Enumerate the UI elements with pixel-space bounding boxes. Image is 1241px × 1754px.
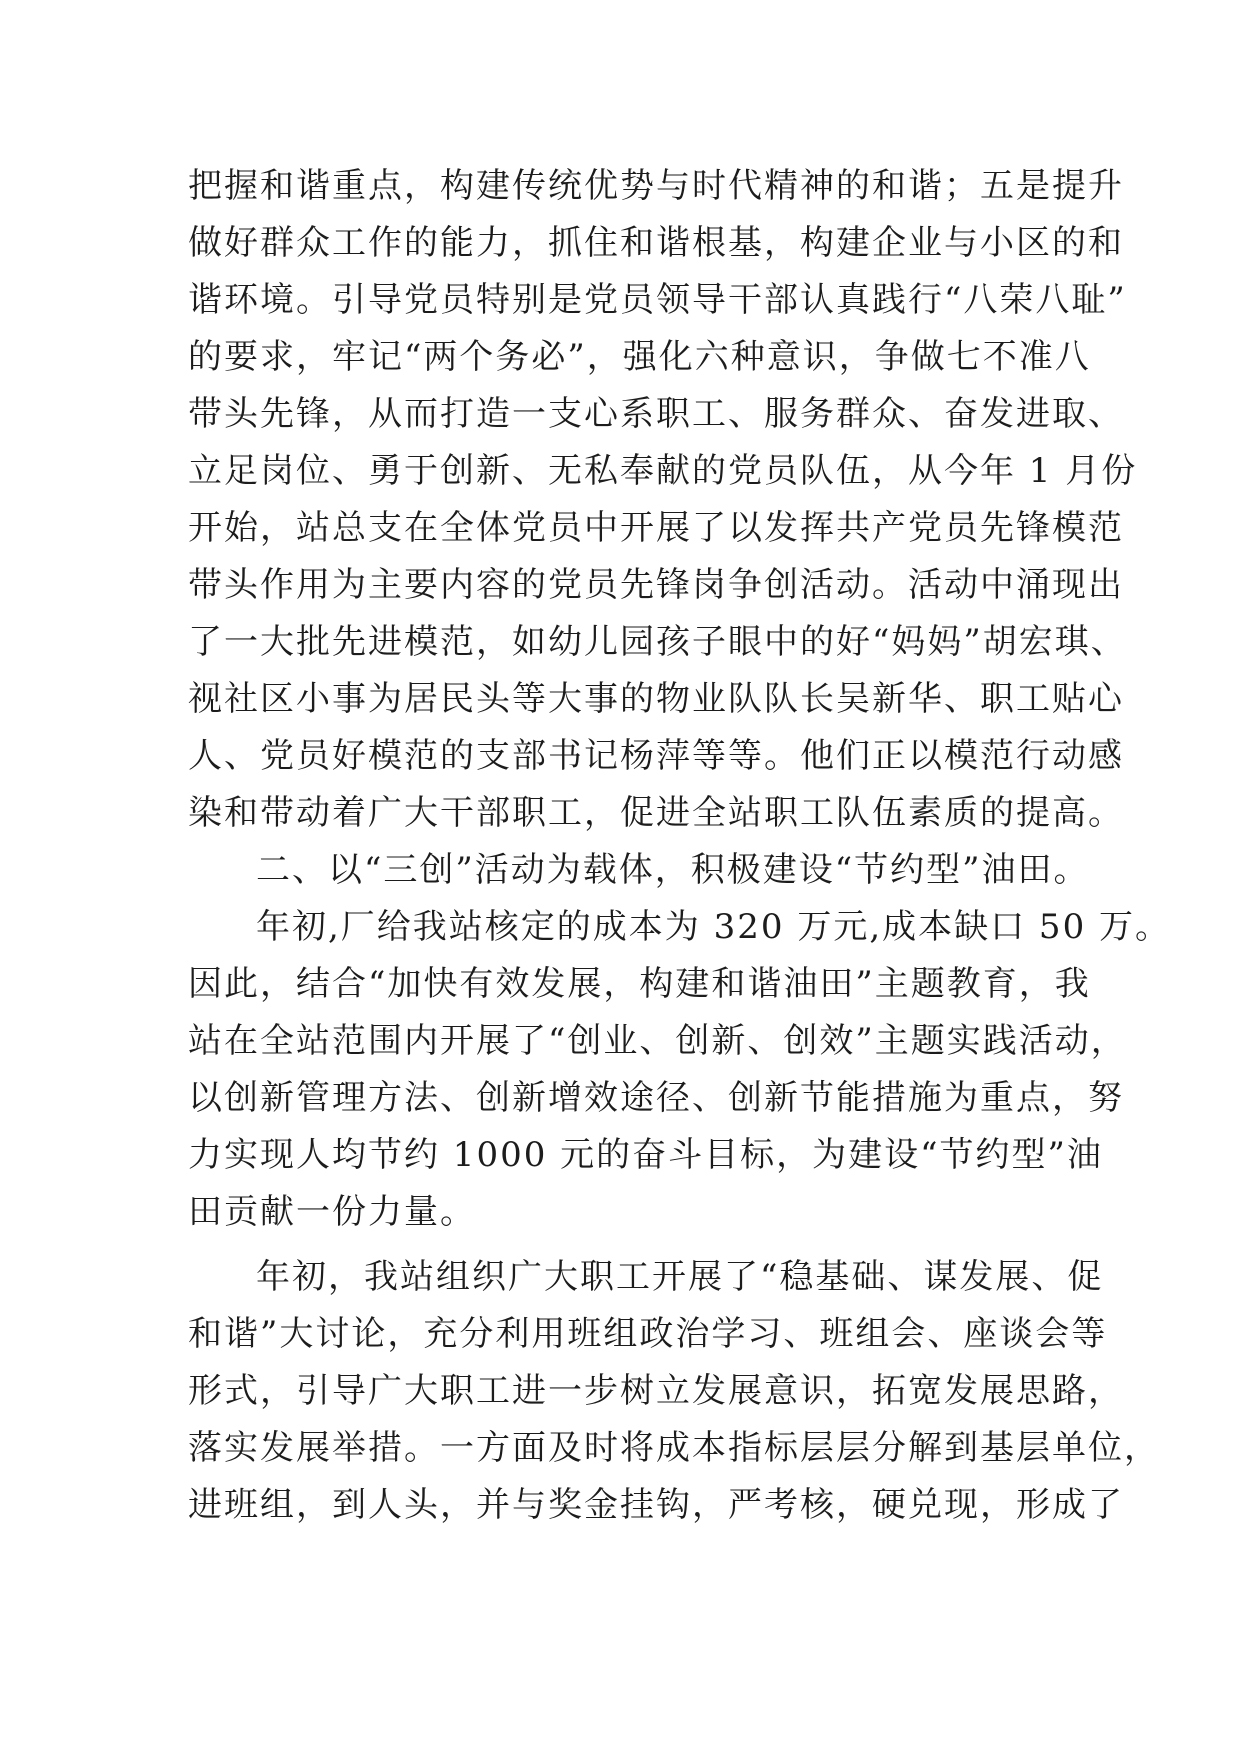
body-text xyxy=(188,158,1172,1534)
text-line: 带头先锋，从而打造一支心系职工、服务群众、奋发进取、 xyxy=(188,394,1124,434)
text-line: 的要求，牢记“两个务必”，强化六种意识，争做七不准八 xyxy=(188,337,1091,377)
text-line: 染和带动着广大干部职工，促进全站职工队伍素质的提高。 xyxy=(188,793,1124,833)
text-line: 站在全站范围内开展了“创业、创新、创效”主题实践活动， xyxy=(188,1021,1127,1061)
paragraph-start: 年初，我站组织广大职工开展了“稳基础、谋发展、促 xyxy=(256,1257,1104,1297)
text-line: 把握和谐重点，构建传统优势与时代精神的和谐；五是提升 xyxy=(188,166,1124,206)
text-line: 开始，站总支在全体党员中开展了以发挥共产党员先锋模范 xyxy=(188,508,1124,548)
text-line: 以创新管理方法、创新增效途径、创新节能措施为重点，努 xyxy=(188,1078,1124,1118)
paragraph-start: 年初,厂给我站核定的成本为 320 万元,成本缺口 50 万。 xyxy=(256,907,1172,947)
text-line: 了一大批先进模范，如幼儿园孩子眼中的好“妈妈”胡宏琪、 xyxy=(188,622,1127,662)
text-line: 带头作用为主要内容的党员先锋岗争创活动。活动中涌现出 xyxy=(188,565,1124,605)
text-line: 人、党员好模范的支部书记杨萍等等。他们正以模范行动感 xyxy=(188,736,1124,776)
section-heading: 二、以“三创”活动为载体，积极建设“节约型”油田。 xyxy=(256,850,1090,890)
text-line: 视社区小事为居民头等大事的物业队队长吴新华、职工贴心 xyxy=(188,679,1124,719)
text-line: 力实现人均节约 1000 元的奋斗目标，为建设“节约型”油 xyxy=(188,1135,1103,1175)
text-line: 田贡献一份力量。 xyxy=(188,1192,476,1232)
text-line: 进班组，到人头，并与奖金挂钩，严考核，硬兑现，形成了 xyxy=(188,1485,1124,1525)
text-line: 做好群众工作的能力，抓住和谐根基，构建企业与小区的和 xyxy=(188,223,1124,263)
text-line: 形式，引导广大职工进一步树立发展意识，拓宽发展思路， xyxy=(188,1371,1124,1411)
text-line: 立足岗位、勇于创新、无私奉献的党员队伍，从今年 1 月份 xyxy=(188,451,1138,491)
text-line: 谐环境。引导党员特别是党员领导干部认真践行“八荣八耻” xyxy=(188,280,1127,320)
text-line: 和谐”大讨论，充分利用班组政治学习、班组会、座谈会等 xyxy=(188,1314,1108,1354)
text-line: 落实发展举措。一方面及时将成本指标层层分解到基层单位， xyxy=(188,1428,1160,1468)
text-line: 因此，结合“加快有效发展，构建和谐油田”主题教育，我 xyxy=(188,964,1091,1004)
